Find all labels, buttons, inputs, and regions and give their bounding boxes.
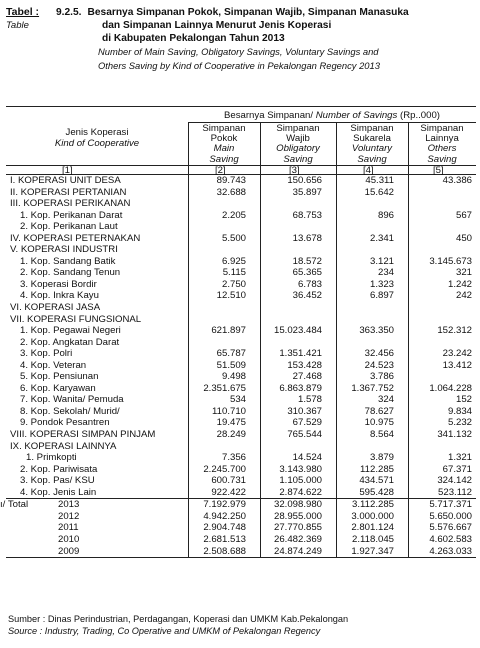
kind-label: Jenis Koperasi [65,127,129,138]
cell-value [188,314,260,326]
cell-value: 310.367 [260,406,336,418]
row-label: 7. Kop. Wanita/ Pemuda [20,394,124,406]
row-label: 3. Koperasi Bordir [20,278,97,290]
group-label: Besarnya Simpanan/ [224,110,314,121]
cell-value: 3.145.673 [408,256,476,268]
cell-value [260,244,336,256]
cell-value: 43.386 [408,175,476,187]
cell-value: 8.564 [336,429,408,441]
total-value: 1.927.347 [336,546,408,558]
table-row [6,429,476,441]
row-label: 1. Primkopti [26,452,77,464]
row-label: 9. Pondok Pesantren [20,417,110,429]
row-label: 4. Kop. Jenis Lain [20,486,97,498]
cell-value: 2.874.622 [260,487,336,499]
title-line-2: dan Simpanan Lainnya Menurut Jenis Koperasi [102,20,332,31]
total-value: 2.508.688 [188,546,260,558]
cell-value: 13.678 [260,233,336,245]
total-caption [0,546,58,558]
cell-value [336,198,408,210]
cell-value: 9.834 [408,406,476,418]
total-value: 2.801.124 [336,522,408,534]
cell-value: 523.112 [408,487,476,499]
table-row [6,406,476,418]
cell-value: 27.468 [260,371,336,383]
table-row [6,348,476,360]
row-label: 2. Kop. Perikanan Laut [20,221,118,233]
table-row [6,475,476,487]
cell-value: 6.897 [336,290,408,302]
row-label: III. KOPERASI PERIKANAN [10,198,131,210]
cell-value: 324.142 [408,475,476,487]
table-header [6,6,476,72]
row-label: 1. Kop. Perikanan Darat [20,209,123,221]
cell-value [188,198,260,210]
cell-value: 3.121 [336,256,408,268]
table-row [6,417,476,429]
source-id: Sumber : Dinas Perindustrian, Perdagangan, Koperasi dan UMKM Kab.Pekalongan [8,614,349,624]
cell-value: 152 [408,394,476,406]
cell-value: 2.205 [188,210,260,222]
cell-value: 324 [336,394,408,406]
total-caption [0,534,58,546]
cell-value: 15.023.484 [260,325,336,337]
total-value: 2.904.748 [188,522,260,534]
cell-value: 896 [336,210,408,222]
table-row [6,487,476,499]
total-value: 2.118.045 [336,534,408,546]
cell-value [336,221,408,233]
cell-value: 3.879 [336,452,408,464]
row-label: 8. Kop. Sekolah/ Murid/ [20,405,120,417]
cell-value: 14.524 [260,452,336,464]
cell-value: 28.249 [188,429,260,441]
cell-value [408,302,476,314]
cell-value: 922.422 [188,487,260,499]
cell-value: 65.365 [260,267,336,279]
index-1: [1] [62,165,73,176]
cell-value [336,302,408,314]
kind-label-en: Kind of Cooperative [54,138,140,149]
row-label: 2. Kop. Pariwisata [20,463,98,475]
row-label: VIII. KOPERASI SIMPAN PINJAM [10,429,156,441]
cell-value: 534 [188,394,260,406]
table-totals [0,498,476,557]
cell-value: 321 [408,267,476,279]
cell-value: 242 [408,290,476,302]
cell-value [188,221,260,233]
index-5: [5] [408,166,476,174]
cell-value: 9.498 [188,371,260,383]
total-value: 4.942.250 [188,511,260,523]
cell-value: 68.753 [260,210,336,222]
total-row [6,546,476,558]
cell-value: 89.743 [188,175,260,187]
row-label: 5. Kop. Pensiunan [20,371,99,383]
table-row [6,221,476,233]
cell-value [408,441,476,453]
table-number: 9.2.5. [56,7,82,18]
cell-value [260,221,336,233]
table-row [6,452,476,464]
cell-value: 765.544 [260,429,336,441]
row-label: I. KOPERASI UNIT DESA [10,175,121,186]
table-row [6,441,476,453]
table-row [6,337,476,349]
row-label: 1. Kop. Pegawai Negeri [20,325,121,337]
total-label [0,499,188,511]
cell-value: 3.143.980 [260,464,336,476]
col1-l1: Simpanan [202,123,246,134]
cell-value: 1.064.228 [408,383,476,395]
total-value: 26.482.369 [260,534,336,546]
cell-value [260,198,336,210]
cell-value: 363.350 [336,325,408,337]
cell-value: 18.572 [260,256,336,268]
title-line-1: Besarnya Simpanan Pokok, Simpanan Wajib, Simpanan Manasuka [87,7,409,18]
group-label-en: Number of Savings [315,110,398,121]
table-label-en: Table [6,20,29,31]
table-row [6,360,476,372]
total-value: 27.770.855 [260,522,336,534]
table-row [6,314,476,326]
total-value: 28.955.000 [260,511,336,523]
total-value: 7.192.979 [188,499,260,511]
cell-value: 67.529 [260,417,336,429]
row-label: VI. KOPERASI JASA [10,302,101,314]
cell-value: 5.115 [188,267,260,279]
col-header-pokok [188,124,260,165]
total-value: 5.717.371 [408,499,476,511]
col2-l3: Obligatory [276,143,320,155]
cell-value: 112.285 [336,464,408,476]
total-caption [0,511,58,523]
cell-value: 6.925 [188,256,260,268]
cell-value: 51.509 [188,360,260,372]
table-row [6,302,476,314]
cell-value [408,198,476,210]
total-year: 2010 [58,533,80,545]
col-header-lainnya [408,124,476,165]
cell-value: 19.475 [188,417,260,429]
title-en-line-1: Number of Main Saving, Obligatory Savings, Voluntary Savings and [98,46,379,57]
table-title [56,6,476,19]
row-label: IV. KOPERASI PETERNAKAN [10,232,141,244]
cell-value: 150.656 [260,175,336,187]
cell-value: 6.783 [260,279,336,291]
cell-value [260,314,336,326]
cell-value: 567 [408,210,476,222]
table-label [6,6,56,19]
col3-l1: Simpanan [350,123,394,134]
row-label: 4. Kop. Inkra Kayu [20,290,99,302]
cell-value: 65.787 [188,348,260,360]
row-label: 3. Kop. Pas/ KSU [20,475,95,487]
table-row [6,325,476,337]
table-row [6,244,476,256]
cell-value: 2.351.675 [188,383,260,395]
cell-value: 600.731 [188,475,260,487]
col4-l2: Lainnya [425,133,459,145]
cell-value: 12.510 [188,290,260,302]
cell-value: 6.863.879 [260,383,336,395]
total-value: 5.576.667 [408,522,476,534]
cell-value: 23.242 [408,348,476,360]
cell-value: 45.311 [336,175,408,187]
cell-value: 153.428 [260,360,336,372]
row-label: 2. Kop. Sandang Tenun [20,267,121,279]
total-label [6,534,188,546]
title-en-line-2: Others Saving by Kind of Cooperative in Pekalongan Regency 2013 [98,59,380,71]
cell-value [188,244,260,256]
cell-value [408,244,476,256]
cell-value: 32.688 [188,187,260,199]
table-row [6,233,476,245]
column-header [6,107,476,165]
cell-value: 5.500 [188,233,260,245]
row-label: IX. KOPERASI LAINNYA [10,440,117,452]
cell-value: 1.242 [408,279,476,291]
cell-value: 152.312 [408,325,476,337]
cell-value: 24.523 [336,360,408,372]
table-row [6,394,476,406]
cell-value: 1.367.752 [336,383,408,395]
total-row [0,499,476,511]
row-label: II. KOPERASI PERTANIAN [10,186,127,198]
cell-value: 1.321 [408,452,476,464]
cell-value [408,314,476,326]
table-row [6,279,476,291]
col3-l4: Saving [357,153,387,165]
total-value: 2.681.513 [188,534,260,546]
cell-value [336,244,408,256]
cell-value [260,337,336,349]
cell-value: 10.975 [336,417,408,429]
cell-value [188,337,260,349]
total-row [6,534,476,546]
index-row [6,165,476,175]
total-value: 5.650.000 [408,511,476,523]
cell-value: 2.245.700 [188,464,260,476]
row-label: 1. Kop. Sandang Batik [20,255,116,267]
total-value: 4.263.033 [408,546,476,558]
total-row [6,511,476,523]
total-label [6,511,188,523]
cell-value: 434.571 [336,475,408,487]
total-caption [0,522,58,534]
total-label [6,522,188,534]
total-year: 2013 [58,499,80,511]
col1-l2: Pokok [210,133,238,145]
data-table [0,106,476,558]
title-line-3: di Kabupaten Pekalongan Tahun 2013 [102,33,285,44]
table-row [6,187,476,199]
total-row [6,522,476,534]
cell-value [336,314,408,326]
cell-value: 1.578 [260,394,336,406]
cell-value: 67.371 [408,464,476,476]
total-caption: ı/ Total [0,499,29,511]
table-row [6,371,476,383]
source-en: Source : Industry, Trading, Co Operative and UMKM of Pekalongan Regency [8,625,321,636]
cell-value: 2.750 [188,279,260,291]
cell-value: 1.351.421 [260,348,336,360]
cell-value: 15.642 [336,187,408,199]
cell-value [408,187,476,199]
col1-l3: Main [213,143,235,155]
cell-value: 1.323 [336,279,408,291]
cell-value: 621.897 [188,325,260,337]
total-year: 2011 [58,522,79,534]
cell-value: 32.456 [336,348,408,360]
col3-l2: Sukarela [353,133,391,145]
table-row [6,464,476,476]
table-row [6,175,476,187]
cell-value [188,441,260,453]
cell-value: 2.341 [336,233,408,245]
cell-value: 5.232 [408,417,476,429]
cell-value: 234 [336,267,408,279]
cell-value: 341.132 [408,429,476,441]
table-label-id: Tabel : [6,6,40,18]
cell-value: 13.412 [408,360,476,372]
total-value: 3.112.285 [336,499,408,511]
table-row [6,210,476,222]
table-row [6,383,476,395]
row-label: 3. Kop. Polri [20,348,73,360]
cell-value [336,337,408,349]
cell-value: 595.428 [336,487,408,499]
cell-value [408,371,476,383]
cell-value [188,302,260,314]
cell-value [408,221,476,233]
row-label: 2. Kop. Angkatan Darat [20,336,120,348]
group-header [188,110,476,121]
col4-l4: Saving [427,153,457,165]
cell-value: 450 [408,233,476,245]
row-label: 4. Kop. Veteran [20,359,87,371]
group-unit: (Rp..000) [400,110,440,121]
col3-l3: Voluntary [351,143,393,155]
kind-header [6,127,188,149]
col2-l1: Simpanan [276,123,320,134]
cell-value: 3.786 [336,371,408,383]
col4-l1: Simpanan [420,123,464,134]
cell-value [260,441,336,453]
index-4: [4] [336,166,408,174]
cell-value [408,337,476,349]
col2-l2: Wajib [286,133,310,145]
cell-value: 110.710 [188,406,260,418]
total-value: 24.874.249 [260,546,336,558]
col-header-wajib [260,124,336,165]
table-body [6,175,476,498]
cell-value: 7.356 [188,452,260,464]
total-year: 2012 [58,510,80,522]
total-value: 32.098.980 [260,499,336,511]
cell-value: 1.105.000 [260,475,336,487]
total-label [6,546,188,558]
source-note [8,614,478,637]
col2-l4: Saving [283,153,313,165]
total-year: 2009 [58,545,80,557]
table-row [6,267,476,279]
table-row [6,290,476,302]
row-label: 6. Kop. Karyawan [20,382,96,394]
total-value: 4.602.583 [408,534,476,546]
col-header-sukarela [336,124,408,165]
row-label: V. KOPERASI INDUSTRI [10,244,118,256]
table-row [6,256,476,268]
total-value: 3.000.000 [336,511,408,523]
cell-value: 36.452 [260,290,336,302]
cell-value: 78.627 [336,406,408,418]
index-2: [2] [188,166,260,174]
row-label: VII. KOPERASI FUNGSIONAL [10,313,142,325]
col1-l4: Saving [209,153,239,165]
cell-value: 35.897 [260,187,336,199]
cell-value [336,441,408,453]
index-3: [3] [260,166,336,174]
table-row [6,198,476,210]
cell-value [260,302,336,314]
col4-l3: Others [427,143,457,155]
